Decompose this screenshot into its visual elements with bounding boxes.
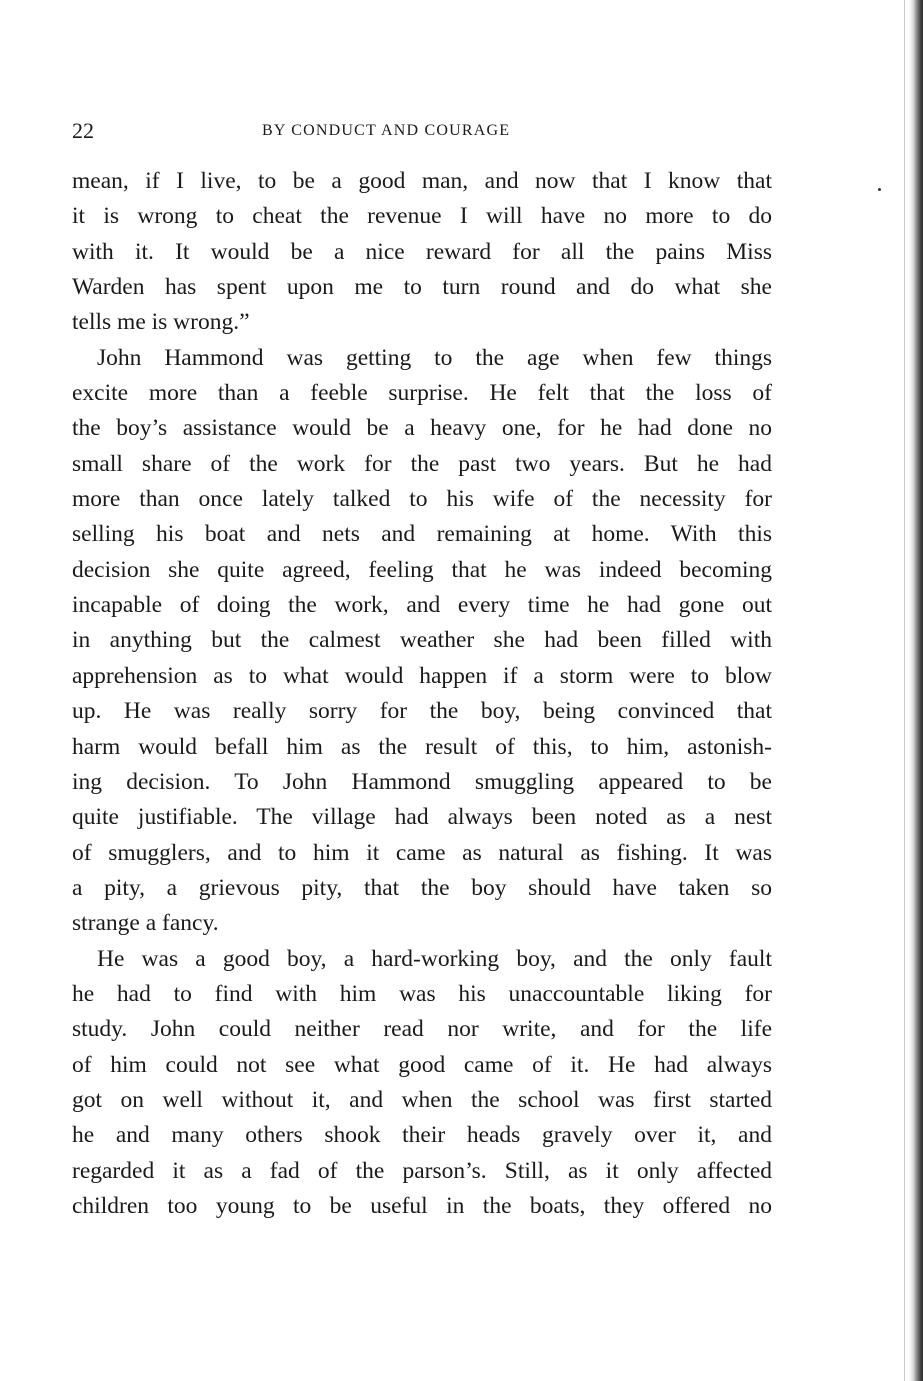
text-line: decision she quite agreed, feeling that he was indeed becoming [72,556,772,583]
page-edge-line [904,0,905,1381]
text-line: study. John could neither read nor write, and for the life [72,1016,772,1043]
body-text [72,164,772,1224]
text-line: He was a good boy, a hard-working boy, and the only fault [97,945,772,972]
text-line: of smugglers, and to him it came as natural as fishing. It was [72,839,772,866]
text-line: of him could not see what good came of it. He had always [72,1051,772,1078]
text-line: strange a fancy. [72,910,219,937]
text-line: mean, if I live, to be a good man, and now that I know that [72,168,772,194]
text-line: with it. It would be a nice reward for all the pains Miss [72,238,772,265]
text-line: the boy’s assistance would be a heavy one, for he had done no [72,415,772,442]
text-line: got on well without it, and when the school was first started [72,1086,772,1113]
text-line: a pity, a grievous pity, that the boy should have taken so [72,874,772,901]
text-line: harm would befall him as the result of this, to him, astonish- [72,733,772,760]
text-line: ing decision. To John Hammond smuggling appeared to be [72,768,772,795]
text-line: small share of the work for the past two years. But he had [72,450,772,477]
page-number: 22 [72,118,94,143]
text-line: regarded it as a fad of the parson’s. Still, as it only affected [72,1157,772,1184]
text-line: children too young to be useful in the boats, they offered no [72,1192,772,1219]
running-head: BY CONDUCT AND COURAGE [262,122,511,139]
text-line: selling his boat and nets and remaining at home. With this [72,521,772,548]
text-line: he had to find with him was his unaccountable liking for [72,980,772,1007]
text-line: in anything but the calmest weather she had been filled with [72,627,772,654]
text-line: up. He was really sorry for the boy, being convinced that [72,698,772,725]
text-line: excite more than a feeble surprise. He felt that the loss of [72,380,772,407]
text-line: it is wrong to cheat the revenue I will have no more to do [72,203,772,230]
ink-speck [878,188,881,191]
page-edge-shadow [909,0,923,1381]
text-line: John Hammond was getting to the age when few things [97,344,772,371]
text-line: quite justifiable. The village had always been noted as a nest [72,804,772,831]
text-line: tells me is wrong.” [72,309,250,336]
text-line: apprehension as to what would happen if a storm were to blow [72,662,772,689]
text-line: he and many others shook their heads gravely over it, and [72,1122,772,1149]
page-header [72,116,772,146]
text-line: incapable of doing the work, and every time he had gone out [72,592,772,619]
text-line: more than once lately talked to his wife of the necessity for [72,486,772,513]
text-line: Warden has spent upon me to turn round and do what she [72,274,772,301]
